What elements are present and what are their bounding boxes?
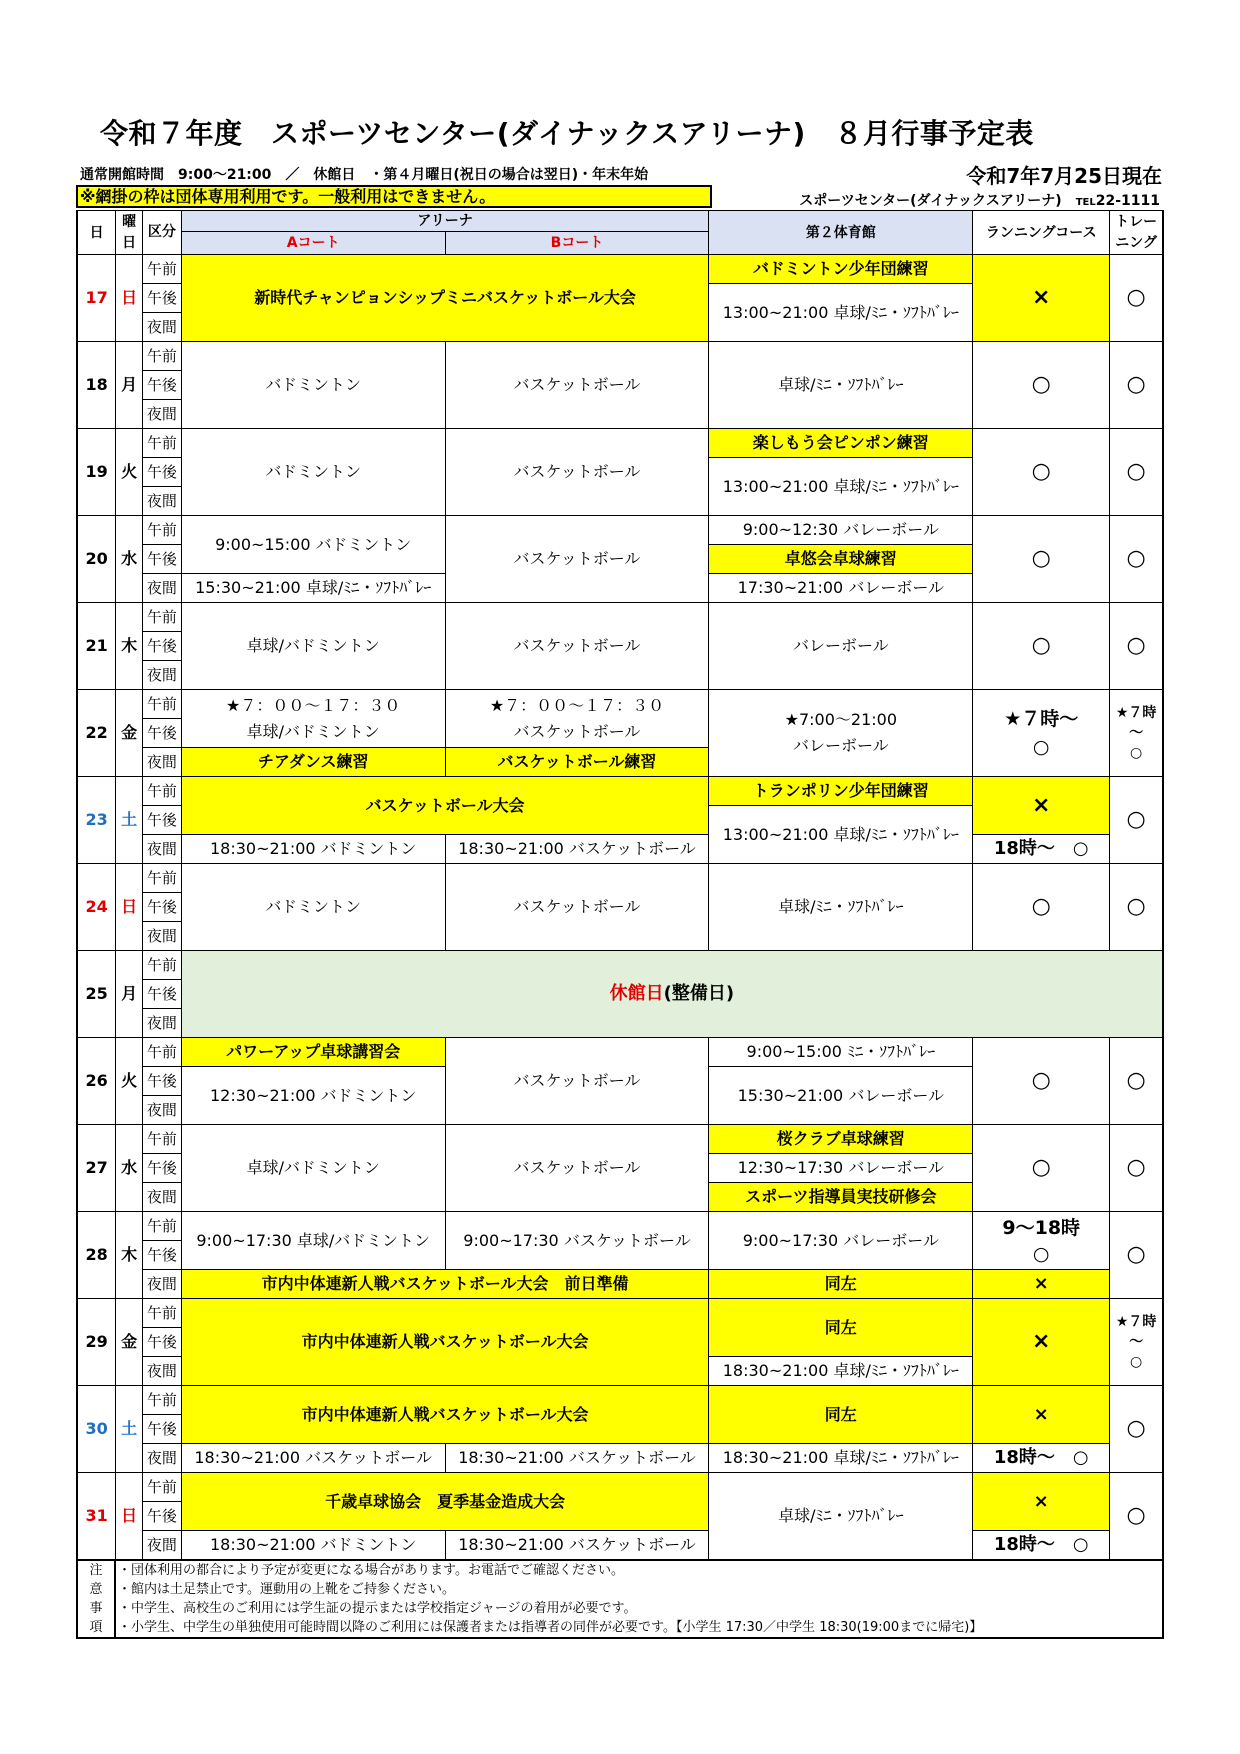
slot-night: 夜間	[142, 1183, 181, 1212]
slot-night: 夜間	[142, 574, 181, 603]
header-weekday: 曜日	[116, 211, 143, 255]
arena-event: 市内中体連新人戦バスケットボール大会	[181, 1386, 709, 1444]
court-a-use	[181, 690, 445, 748]
slot-night: 夜間	[142, 1531, 181, 1561]
court-b-use	[445, 690, 709, 748]
table-row	[77, 1386, 1163, 1415]
header-court-b: Bコート	[445, 232, 709, 255]
running-status-night	[973, 1531, 1110, 1561]
running-status: ×	[973, 255, 1110, 342]
court-a-activity: 卓球/バドミントン	[246, 721, 380, 741]
slot-night: 夜間	[142, 835, 181, 864]
running-status: ×	[973, 777, 1110, 835]
slot-am: 午前	[142, 1125, 181, 1154]
training-tilde: ～	[1129, 1334, 1144, 1350]
court-b-use: 18:30~21:00 バスケットボール	[445, 1531, 709, 1561]
table-row	[77, 1125, 1163, 1154]
weekday-cell: 土	[116, 1386, 143, 1473]
slot-pm: 午後	[142, 458, 181, 487]
gym-time: ★7:00～21:00	[784, 710, 897, 729]
table-row	[77, 1212, 1163, 1241]
running-status: ○	[973, 342, 1110, 429]
center-name-text: スポーツセンター(ダイナックスアリーナ)	[799, 193, 1062, 209]
court-b-use: バスケットボール	[445, 342, 709, 429]
date-cell: 18	[77, 342, 116, 429]
weekday-cell: 月	[116, 951, 143, 1038]
weekday-cell: 火	[116, 1038, 143, 1125]
note-item: ・中学生、高校生のご利用には学生証の提示または学校指定ジャージの着用が必要です。	[118, 1601, 637, 1616]
slot-am: 午前	[142, 864, 181, 893]
date-cell: 17	[77, 255, 116, 342]
as-of-date: 令和7年7月25日現在	[966, 164, 1162, 188]
running-status	[973, 1212, 1110, 1270]
slot-am: 午前	[142, 777, 181, 806]
court-a-use: 12:30~21:00 バドミントン	[181, 1067, 445, 1125]
weekday-cell: 月	[116, 342, 143, 429]
slot-night: 夜間	[142, 487, 181, 516]
notes-label-char: 意	[89, 1582, 103, 1597]
arena-event: 市内中体連新人戦バスケットボール大会 前日準備	[181, 1270, 709, 1299]
gym-use: 13:00~21:00 卓球/ﾐﾆ・ｿﾌﾄﾊﾞﾚｰ	[709, 458, 973, 516]
running-status-night	[973, 835, 1110, 864]
date-cell: 20	[77, 516, 116, 603]
slot-night: 夜間	[142, 400, 181, 429]
slot-night: 夜間	[142, 661, 181, 690]
court-b-use: バスケットボール	[445, 516, 709, 603]
date-cell: 31	[77, 1473, 116, 1561]
running-symbol: ○	[1032, 1242, 1050, 1265]
notes-table	[76, 1559, 1164, 1639]
schedule-table	[76, 210, 1164, 1561]
table-row	[77, 255, 1163, 284]
arena-event: 市内中体連新人戦バスケットボール大会	[181, 1299, 709, 1386]
running-status: ×	[973, 1299, 1110, 1386]
table-row	[77, 690, 1163, 719]
page-title: 令和７年度 スポーツセンター(ダイナックスアリーナ) ８月行事予定表	[100, 117, 1034, 150]
court-a-use: 18:30~21:00 バスケットボール	[181, 1444, 445, 1473]
gym-activity: バレーボール	[792, 736, 889, 755]
running-status: ○	[973, 864, 1110, 951]
header-gym2: 第２体育館	[709, 211, 973, 255]
training-symbol: ○	[1130, 745, 1143, 761]
weekday-cell: 火	[116, 429, 143, 516]
note-item: ・館内は土足禁止です。運動用の上靴をご持参ください。	[118, 1582, 455, 1597]
court-a-time: ★７：００～１７：３０	[225, 695, 401, 715]
weekday-cell: 水	[116, 1125, 143, 1212]
closed-label: 休館日	[609, 983, 664, 1004]
gym-use: 9:00~15:00 ﾐﾆ・ｿﾌﾄﾊﾞﾚｰ	[709, 1038, 973, 1067]
arena-event: バスケットボール大会	[181, 777, 709, 835]
slot-am: 午前	[142, 690, 181, 719]
training-status: ○	[1110, 777, 1163, 864]
running-status: ○	[973, 603, 1110, 690]
group-use-notice: ※網掛の枠は団体専用利用です。一般利用はできません。	[76, 185, 712, 208]
tel-number: 22-1111	[1095, 193, 1160, 209]
gym-event: スポーツ指導員実技研修会	[709, 1183, 973, 1212]
court-b-use: バスケットボール	[445, 864, 709, 951]
slot-pm: 午後	[142, 632, 181, 661]
training-status: ○	[1110, 864, 1163, 951]
gym-event: 桜クラブ卓球練習	[709, 1125, 973, 1154]
running-status-night: ×	[973, 1270, 1110, 1299]
training-symbol: ○	[1130, 1354, 1143, 1370]
slot-night: 夜間	[142, 1009, 181, 1038]
center-name	[799, 190, 1160, 210]
date-cell: 24	[77, 864, 116, 951]
date-cell: 30	[77, 1386, 116, 1473]
court-a-use: 18:30~21:00 バドミントン	[181, 1531, 445, 1561]
gym-event: 卓悠会卓球練習	[709, 545, 973, 574]
slot-am: 午前	[142, 1038, 181, 1067]
training-status: ○	[1110, 1212, 1163, 1299]
training-time: ★７時	[1115, 705, 1157, 721]
table-row	[77, 951, 1163, 980]
weekday-cell: 日	[116, 864, 143, 951]
arena-event: 新時代チャンピョンシップミニバスケットボール大会	[181, 255, 709, 342]
gym-use: 18:30~21:00 卓球/ﾐﾆ・ｿﾌﾄﾊﾞﾚｰ	[709, 1444, 973, 1473]
court-b-use: 18:30~21:00 バスケットボール	[445, 835, 709, 864]
training-time: ★７時	[1115, 1314, 1157, 1330]
date-cell: 25	[77, 951, 116, 1038]
closed-note: (整備日)	[663, 983, 735, 1004]
weekday-cell: 水	[116, 516, 143, 603]
gym-use: 卓球/ﾐﾆ・ｿﾌﾄﾊﾞﾚｰ	[709, 1473, 973, 1561]
gym-use: 13:00~21:00 卓球/ﾐﾆ・ｿﾌﾄﾊﾞﾚｰ	[709, 284, 973, 342]
weekday-cell: 木	[116, 1212, 143, 1299]
slot-pm: 午後	[142, 1502, 181, 1531]
slot-night: 夜間	[142, 313, 181, 342]
court-a-use: 18:30~21:00 バドミントン	[181, 835, 445, 864]
court-a-use: 卓球/バドミントン	[181, 603, 445, 690]
arena-event: 千歳卓球協会 夏季基金造成大会	[181, 1473, 709, 1531]
table-row	[77, 429, 1163, 458]
court-b-use: バスケットボール	[445, 603, 709, 690]
slot-pm: 午後	[142, 1154, 181, 1183]
date-cell: 21	[77, 603, 116, 690]
slot-am: 午前	[142, 342, 181, 371]
running-time: 9～18時	[1002, 1216, 1081, 1239]
slot-am: 午前	[142, 1299, 181, 1328]
date-cell: 26	[77, 1038, 116, 1125]
running-status-night	[973, 1444, 1110, 1473]
notes-label	[77, 1560, 115, 1638]
slot-pm: 午後	[142, 371, 181, 400]
header-day: 日	[77, 211, 116, 255]
running-status: ×	[973, 1386, 1110, 1444]
court-b-use: バスケットボール	[445, 429, 709, 516]
gym-event: 同左	[709, 1386, 973, 1444]
court-a-use: バドミントン	[181, 864, 445, 951]
training-status	[1110, 690, 1163, 777]
slot-night: 夜間	[142, 1444, 181, 1473]
gym-use: 13:00~21:00 卓球/ﾐﾆ・ｿﾌﾄﾊﾞﾚｰ	[709, 806, 973, 864]
gym-use	[709, 690, 973, 777]
table-row	[77, 1299, 1163, 1328]
running-status: ×	[973, 1473, 1110, 1531]
court-b-use: バスケットボール	[445, 1038, 709, 1125]
weekday-cell: 日	[116, 1473, 143, 1561]
slot-pm: 午後	[142, 1241, 181, 1270]
header-court-a: Aコート	[181, 232, 445, 255]
table-row	[77, 603, 1163, 632]
gym-use: 18:30~21:00 卓球/ﾐﾆ・ｿﾌﾄﾊﾞﾚｰ	[709, 1357, 973, 1386]
date-cell: 27	[77, 1125, 116, 1212]
running-status: ○	[973, 1125, 1110, 1212]
date-cell: 28	[77, 1212, 116, 1299]
gym-event: バドミントン少年団練習	[709, 255, 973, 284]
training-status: ○	[1110, 516, 1163, 603]
slot-night: 夜間	[142, 1096, 181, 1125]
slot-am: 午前	[142, 1386, 181, 1415]
slot-am: 午前	[142, 603, 181, 632]
training-status: ○	[1110, 255, 1163, 342]
gym-event: 同左	[709, 1299, 973, 1357]
training-status: ○	[1110, 1125, 1163, 1212]
header-arena: アリーナ	[181, 211, 709, 232]
slot-night: 夜間	[142, 748, 181, 777]
header-slot: 区分	[142, 211, 181, 255]
running-time: 18時～	[993, 838, 1055, 859]
gym-use: 卓球/ﾐﾆ・ｿﾌﾄﾊﾞﾚｰ	[709, 342, 973, 429]
tel-label: TEL	[1075, 197, 1096, 208]
weekday-cell: 金	[116, 690, 143, 777]
gym-event: トランポリン少年団練習	[709, 777, 973, 806]
date-cell: 22	[77, 690, 116, 777]
gym-use: 17:30~21:00 バレーボール	[709, 574, 973, 603]
court-b-event: バスケットボール練習	[445, 748, 709, 777]
gym-event: 同左	[709, 1270, 973, 1299]
court-b-activity: バスケットボール	[513, 721, 641, 741]
running-symbol: ○	[1072, 1534, 1089, 1555]
running-symbol: ○	[1032, 736, 1050, 758]
slot-pm: 午後	[142, 980, 181, 1009]
running-symbol: ○	[1072, 1447, 1089, 1468]
date-cell: 23	[77, 777, 116, 864]
note-item: ・小学生、中学生の単独使用可能時間以降のご利用には保護者または指導者の同伴が必要です。【小学生 17:30／中学生 18:30(19:00までに帰宅)】	[118, 1620, 983, 1635]
court-b-use: 18:30~21:00 バスケットボール	[445, 1444, 709, 1473]
slot-am: 午前	[142, 429, 181, 458]
gym-use: バレーボール	[709, 603, 973, 690]
slot-pm: 午後	[142, 719, 181, 748]
notes-body	[115, 1560, 1163, 1638]
court-a-use: 9:00~15:00 バドミントン	[181, 516, 445, 574]
slot-pm: 午後	[142, 806, 181, 835]
notes-label-char: 項	[89, 1620, 103, 1635]
slot-am: 午前	[142, 1212, 181, 1241]
training-status: ○	[1110, 603, 1163, 690]
weekday-cell: 土	[116, 777, 143, 864]
court-b-use: バスケットボール	[445, 1125, 709, 1212]
weekday-cell: 金	[116, 1299, 143, 1386]
closed-day	[181, 951, 1163, 1038]
table-row	[77, 864, 1163, 893]
court-a-event: パワーアップ卓球講習会	[181, 1038, 445, 1067]
slot-am: 午前	[142, 951, 181, 980]
slot-pm: 午後	[142, 284, 181, 313]
table-row	[77, 777, 1163, 806]
table-row	[77, 1473, 1163, 1502]
date-cell: 29	[77, 1299, 116, 1386]
gym-event: 楽しもう会ピンポン練習	[709, 429, 973, 458]
slot-night: 夜間	[142, 1357, 181, 1386]
court-a-use: 9:00~17:30 卓球/バドミントン	[181, 1212, 445, 1270]
court-a-use: 卓球/バドミントン	[181, 1125, 445, 1212]
training-tilde: ～	[1129, 725, 1144, 741]
training-status: ○	[1110, 429, 1163, 516]
training-status: ○	[1110, 1473, 1163, 1561]
notes-label-char: 注	[89, 1563, 103, 1578]
date-cell: 19	[77, 429, 116, 516]
running-status: ○	[973, 1038, 1110, 1125]
weekday-cell: 日	[116, 255, 143, 342]
slot-am: 午前	[142, 255, 181, 284]
table-row	[77, 1038, 1163, 1067]
running-time: 18時～	[993, 1534, 1055, 1555]
opening-hours: 通常開館時間 9:00～21:00 ／ 休館日 ・第４月曜日(祝日の場合は翌日)・年末年始	[80, 167, 649, 183]
slot-pm: 午後	[142, 1067, 181, 1096]
weekday-cell: 木	[116, 603, 143, 690]
slot-pm: 午後	[142, 893, 181, 922]
court-a-event: チアダンス練習	[181, 748, 445, 777]
court-b-use: 9:00~17:30 バスケットボール	[445, 1212, 709, 1270]
table-row	[77, 516, 1163, 545]
header-training: トレーニング	[1110, 211, 1163, 255]
slot-am: 午前	[142, 1473, 181, 1502]
gym-use: 卓球/ﾐﾆ・ｿﾌﾄﾊﾞﾚｰ	[709, 864, 973, 951]
training-status: ○	[1110, 342, 1163, 429]
table-row	[77, 342, 1163, 371]
court-a-use: バドミントン	[181, 429, 445, 516]
training-status: ○	[1110, 1038, 1163, 1125]
running-status	[973, 690, 1110, 777]
running-time: 18時～	[993, 1447, 1055, 1468]
slot-am: 午前	[142, 516, 181, 545]
gym-use: 9:00~17:30 バレーボール	[709, 1212, 973, 1270]
gym-use: 12:30~17:30 バレーボール	[709, 1154, 973, 1183]
court-a-use: 15:30~21:00 卓球/ﾐﾆ・ｿﾌﾄﾊﾞﾚｰ	[181, 574, 445, 603]
court-a-use: バドミントン	[181, 342, 445, 429]
slot-night: 夜間	[142, 922, 181, 951]
slot-night: 夜間	[142, 1270, 181, 1299]
slot-pm: 午後	[142, 1328, 181, 1357]
training-status: ○	[1110, 1386, 1163, 1473]
header-running: ランニングコース	[973, 211, 1110, 255]
running-status: ○	[973, 516, 1110, 603]
notes-label-char: 事	[89, 1601, 103, 1616]
court-b-time: ★７：００～１７：３０	[489, 695, 665, 715]
running-status: ○	[973, 429, 1110, 516]
slot-pm: 午後	[142, 1415, 181, 1444]
training-status	[1110, 1299, 1163, 1386]
note-item: ・団体利用の都合により予定が変更になる場合があります。お電話でご確認ください。	[118, 1563, 624, 1578]
slot-pm: 午後	[142, 545, 181, 574]
gym-use: 9:00~12:30 バレーボール	[709, 516, 973, 545]
gym-use: 15:30~21:00 バレーボール	[709, 1067, 973, 1125]
running-symbol: ○	[1072, 838, 1089, 859]
running-time: ★７時～	[1004, 708, 1079, 730]
